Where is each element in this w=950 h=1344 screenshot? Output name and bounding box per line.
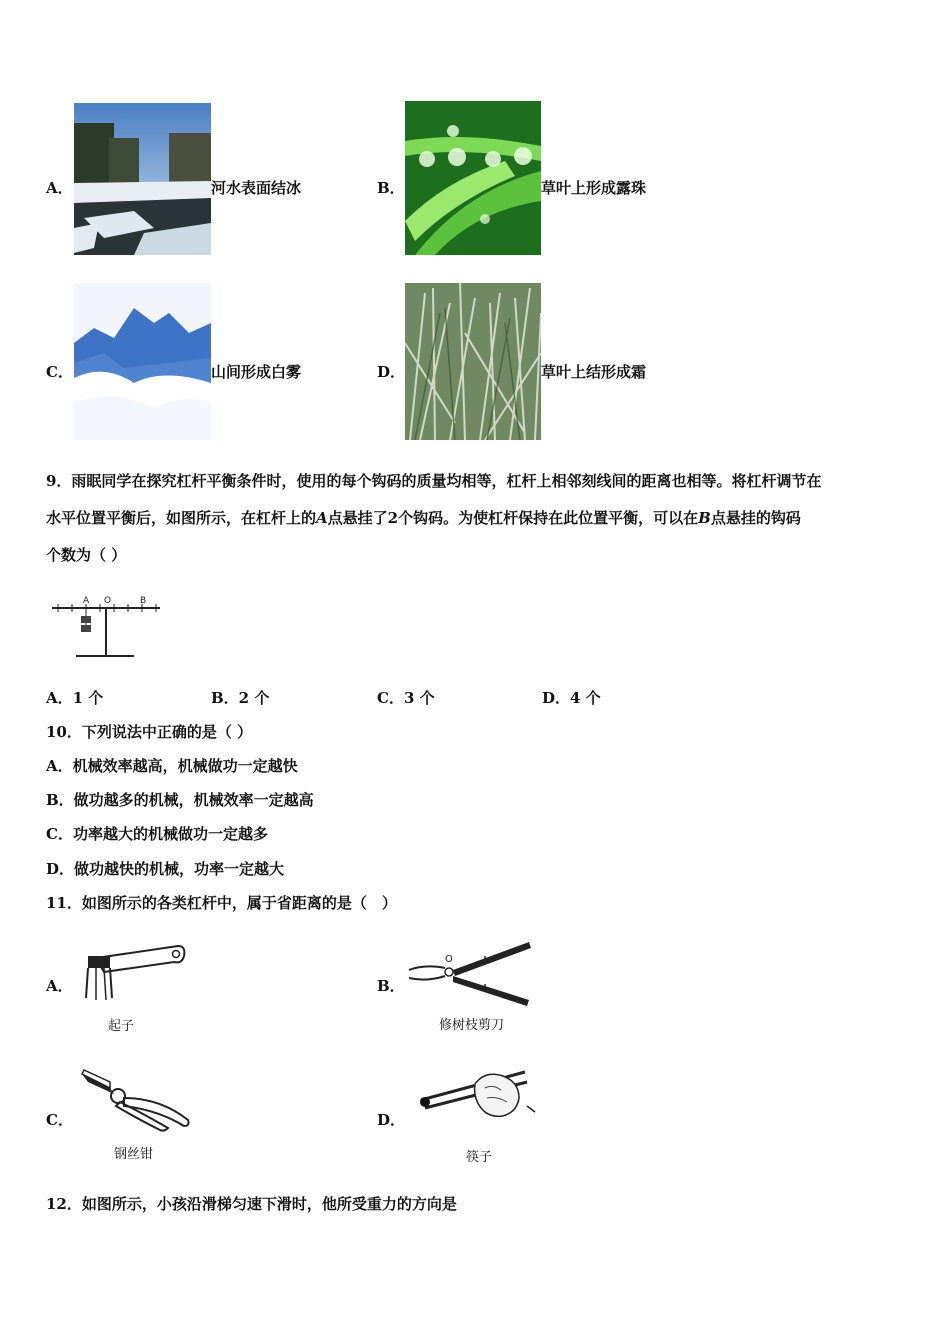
q11-option-d-letter: D． <box>377 1111 406 1129</box>
dewdrop-leaf-photo <box>405 101 541 255</box>
q8-option-d-letter: D． <box>377 363 406 381</box>
q10-option-d: D．做功越快的机械，功率一定越大 <box>46 860 285 878</box>
q12-stem: 12．如图所示，小孩沿滑梯匀速下滑时，他所受重力的方向是 <box>46 1195 457 1213</box>
pruning-shears-drawing <box>405 938 533 1008</box>
q10-option-c: C．功率越大的机械做功一定越多 <box>46 825 268 843</box>
q11-caption-b: 修树枝剪刀 <box>439 1018 505 1033</box>
q10-stem: 10．下列说法中正确的是（ ） <box>46 723 253 741</box>
mountain-fog-photo <box>74 283 211 440</box>
q8-option-d-text: 草叶上结形成霜 <box>541 363 647 381</box>
shears-pivot-label: O <box>445 954 453 965</box>
q9-option-c: C．3 个 <box>377 689 435 707</box>
chopsticks-drawing <box>415 1066 537 1126</box>
q9-stem-line3: 个数为（ ） <box>46 546 127 564</box>
wire-pliers-drawing <box>80 1068 192 1132</box>
q11-caption-d: 筷子 <box>466 1150 493 1165</box>
diagram-label-a: A <box>83 596 90 606</box>
q11-stem: 11．如图所示的各类杠杆中，属于省距离的是（ ） <box>46 894 397 912</box>
bottle-opener-drawing <box>82 940 187 1008</box>
q8-option-c-letter: C． <box>46 363 73 381</box>
q8-option-c-text: 山间形成白雾 <box>211 363 302 381</box>
q8-option-b-letter: B． <box>377 179 405 197</box>
point-b-label: B <box>698 509 711 527</box>
q9-option-d: D．4 个 <box>542 689 601 707</box>
q8-option-a-letter: A． <box>46 179 73 197</box>
q8-option-a-text: 河水表面结冰 <box>211 179 302 197</box>
q11-option-c-letter: C． <box>46 1111 73 1129</box>
q10-option-b: B．做功越多的机械，机械效率一定越高 <box>46 791 314 809</box>
q8-option-b-text: 草叶上形成露珠 <box>541 179 647 197</box>
river-ice-photo <box>74 103 211 255</box>
point-a-label: A <box>316 509 328 527</box>
q9-stem-line1: 9．雨眠同学在探究杠杆平衡条件时，使用的每个钩码的质量均相等，杠杆上相邻刻线间的距离也相等。将杠杆调节在 <box>46 472 822 490</box>
diagram-label-o: O <box>104 596 112 606</box>
q11-option-a-letter: A． <box>46 977 73 995</box>
diagram-label-b: B <box>140 596 147 606</box>
frost-grass-photo <box>405 283 541 440</box>
q9-option-b: B．2 个 <box>211 689 270 707</box>
lever-diagram <box>48 592 164 660</box>
q11-caption-a: 起子 <box>108 1019 135 1034</box>
q11-option-b-letter: B． <box>377 977 405 995</box>
q9-option-a: A．1 个 <box>46 689 104 707</box>
q10-option-a: A．机械效率越高，机械做功一定越快 <box>46 757 298 775</box>
q9-stem-line2: 水平位置平衡后，如图所示，在杠杆上的A点悬挂了2个钩码。为使杠杆保持在此位置平衡，可以在B点悬挂的钩码 <box>46 509 801 527</box>
q11-caption-c: 钢丝钳 <box>114 1147 154 1162</box>
